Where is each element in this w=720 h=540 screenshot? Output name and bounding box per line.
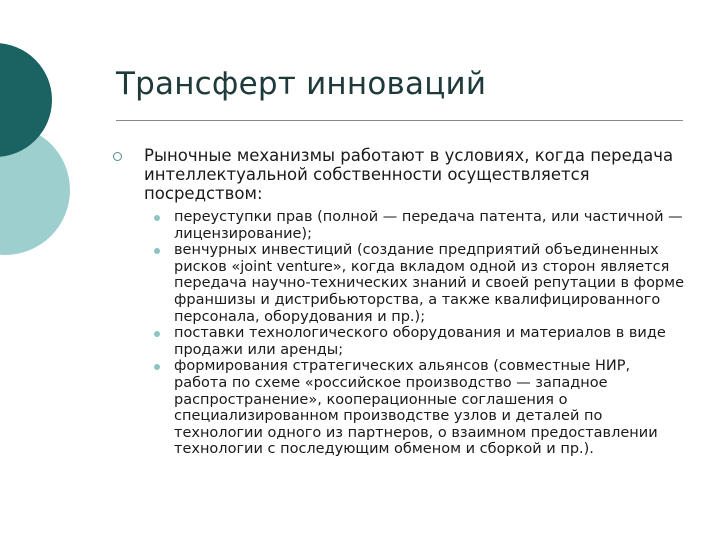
dot-bullet-icon [154,364,160,370]
slide-title: Трансферт инноваций [116,66,487,102]
dot-bullet-icon [154,248,160,254]
title-divider [116,120,683,121]
sub-bullet-list [144,209,685,458]
sub-bullet-text: венчурных инвестиций (создание предприятий объединенных рисков «joint venture», когда вкладом одной из сторон является передача научно-технических знаний и своей репутации в форме франшизы и дистрибьюторства, а также квалифицированного персонала, оборудования и пр.); [174,242,684,325]
decorative-circles [0,0,110,300]
dot-bullet-icon [154,331,160,337]
dot-bullet-icon [154,215,160,221]
sub-bullet-item [144,242,685,325]
sub-bullet-item [144,358,685,458]
sub-bullet-item [144,209,685,242]
sub-bullet-text: формирования стратегических альянсов (совместные НИР, работа по схеме «российское производство — западное распространение», кооперационные соглашения о специализированном производстве узлов и деталей по технологии одного из партнеров, о взаимном предоставлении технологии с последующим обменом и сборкой и пр.). [174,358,658,458]
sub-bullet-item [144,325,685,358]
bullet-item [110,146,685,458]
bullet-text: Рыночные механизмы работают в условиях, когда передача интеллектуальной собственности осуществляется посредством: [144,146,674,203]
ring-bullet-icon [113,152,122,161]
sub-bullet-text: переуступки прав (полной — передача патента, или частичной — лицензирование); [174,209,683,242]
slide-content [110,146,685,458]
sub-bullet-text: поставки технологического оборудования и материалов в виде продажи или аренды; [174,325,666,358]
